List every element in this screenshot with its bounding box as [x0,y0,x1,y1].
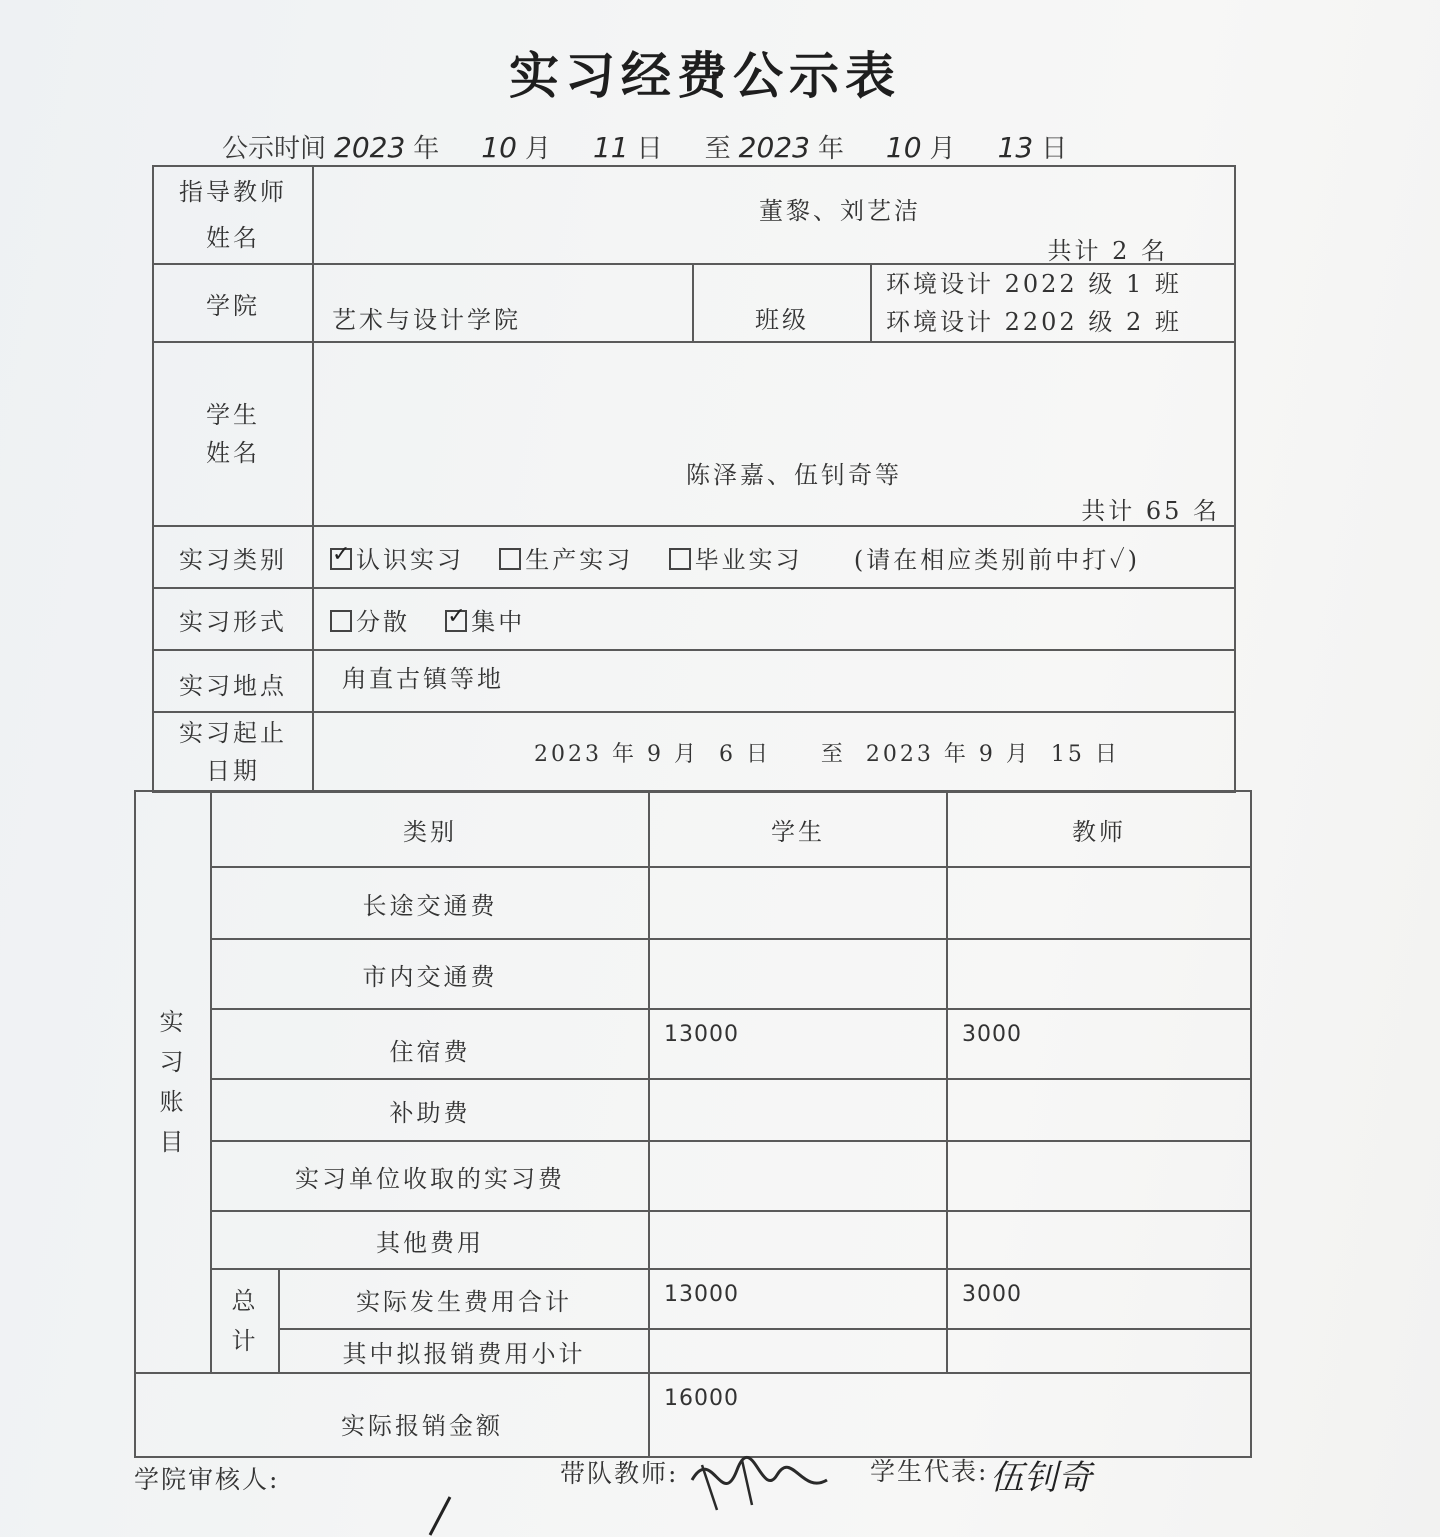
side-char-2: 习 [159,1048,187,1076]
option-cognitive: 认识实习 [356,545,464,574]
reviewer-pen-stroke [420,1495,460,1537]
class-label: 班级 [693,264,871,342]
checkbox-centralized[interactable] [445,610,467,632]
option-centralized: 集中 [471,607,526,636]
option-graduation: 毕业实习 [694,545,803,574]
student-row [153,342,1235,526]
header-teacher: 教师 [947,791,1251,867]
category-hint: (请在相应类别前中打✓) [853,545,1141,574]
fee-name: 补助费 [211,1079,649,1141]
table-row [135,1211,1251,1269]
reimb-subtotal-teacher [947,1329,1251,1373]
from-year: 2023 [334,131,406,164]
period-row [153,712,1235,792]
from-month: 10 [481,131,517,164]
category-row [153,526,1235,588]
fee-student [649,1211,947,1269]
checkbox-cognitive-internship[interactable] [330,548,352,570]
rep-signature: 伍钊奇 [990,1458,1092,1498]
teacher-label-cell [153,166,313,264]
teacher-value-cell [313,166,1235,264]
actual-reimb-value: 16000 [649,1373,1251,1457]
teacher-total: 共计 2 名 [1047,237,1169,265]
notice-date-label: 公示时间 [222,134,327,164]
location-row [153,650,1235,712]
form-type-label: 实习形式 [153,588,313,650]
college-label: 学院 [153,264,313,342]
from-year-unit: 年 [413,134,440,164]
option-production: 生产实习 [525,545,634,574]
class-line-1: 环境设计 2022 级 1 班 [886,270,1182,298]
actual-total-name: 实际发生费用合计 [279,1269,649,1329]
fee-teacher [947,1079,1251,1141]
table-row [135,1141,1251,1211]
to-month: 10 [885,131,922,164]
fee-teacher [947,1141,1251,1211]
table-row [135,1079,1251,1141]
form-type-row [153,588,1235,650]
actual-reimb-name: 实际报销金额 [135,1373,649,1457]
to-month-unit: 月 [929,134,956,164]
form-type-options [313,588,1235,650]
fee-name: 实习单位收取的实习费 [211,1141,649,1211]
class-line-2: 环境设计 2202 级 2 班 [886,308,1182,336]
reviewer-label: 学院审核人: [134,1465,280,1494]
to-year-unit: 年 [817,134,844,164]
fee-student [649,1141,947,1211]
table-row [135,1009,1251,1079]
category-label: 实习类别 [153,526,313,588]
fee-name: 长途交通费 [211,867,649,939]
student-value-cell [313,342,1235,526]
teacher-names: 董黎、刘艺洁 [759,197,921,225]
class-value-cell [871,264,1235,342]
teacher-row [153,166,1235,264]
option-dispersed: 分散 [356,607,410,636]
notice-date [222,128,1075,165]
location-value: 甪直古镇等地 [313,650,1235,712]
fee-teacher [947,939,1251,1009]
college-value: 艺术与设计学院 [313,264,693,342]
actual-total-teacher: 3000 [947,1269,1251,1329]
side-char-3: 账 [159,1088,187,1116]
to-year: 2023 [738,131,810,164]
fee-student: 13000 [649,1009,947,1079]
fee-student [649,867,947,939]
header-student: 学生 [649,791,947,867]
from-month-unit: 月 [524,134,551,164]
teacher-label-line2: 姓名 [206,224,260,252]
to-word: 至 [704,134,731,164]
leader-signature-scribble [682,1440,832,1520]
fee-teacher [947,1211,1251,1269]
college-row [153,264,1235,342]
checkbox-production-internship[interactable] [499,548,521,570]
checkbox-graduation-internship[interactable] [669,548,691,570]
fee-student [649,1079,947,1141]
fee-name: 市内交通费 [211,939,649,1009]
student-total: 共计 65 名 [1081,497,1221,525]
period-value: 2023 年 9 月 6 日 至 2023 年 9 月 15 日 [313,712,1235,792]
side-char-1: 实 [159,1008,187,1036]
reimb-subtotal-student [649,1329,947,1373]
location-label: 实习地点 [153,650,313,712]
table-row [135,939,1251,1009]
from-day-unit: 日 [636,134,663,164]
accounts-header-row [135,791,1251,867]
student-names: 陈泽嘉、伍钊奇等 [686,461,902,489]
document-title: 实习经费公示表 [509,46,901,105]
accounts-table [134,790,1252,1458]
fee-teacher: 3000 [947,1009,1251,1079]
table-row [135,867,1251,939]
total-char-1: 总 [231,1287,259,1315]
leader-label: 带队教师: [560,1459,679,1488]
period-label-cell [153,712,313,792]
student-label-cell [153,342,313,526]
actual-total-student: 13000 [649,1269,947,1329]
teacher-label-line1: 指导教师 [179,178,287,206]
fee-student [649,939,947,1009]
student-label-line2: 姓名 [206,439,260,467]
category-options [313,526,1235,588]
student-label-line1: 学生 [206,401,260,429]
to-day: 13 [997,131,1034,164]
info-table [152,165,1236,793]
fee-name: 其他费用 [211,1211,649,1269]
rep-label: 学生代表: [870,1457,989,1486]
total-char-2: 计 [231,1327,259,1355]
period-label-line2: 日期 [206,757,260,785]
total-side-label [211,1269,279,1373]
header-category: 类别 [211,791,649,867]
side-char-4: 目 [159,1128,187,1156]
reimb-subtotal-name: 其中拟报销费用小计 [279,1329,649,1373]
accounts-side-label [135,791,211,1373]
checkbox-dispersed[interactable] [330,610,352,632]
to-day-unit: 日 [1041,134,1068,164]
from-day: 11 [592,131,629,164]
fee-name: 住宿费 [211,1009,649,1079]
fee-teacher [947,867,1251,939]
actual-total-row [135,1269,1251,1329]
period-label-line1: 实习起止 [179,719,287,747]
reimb-subtotal-row [135,1329,1251,1373]
